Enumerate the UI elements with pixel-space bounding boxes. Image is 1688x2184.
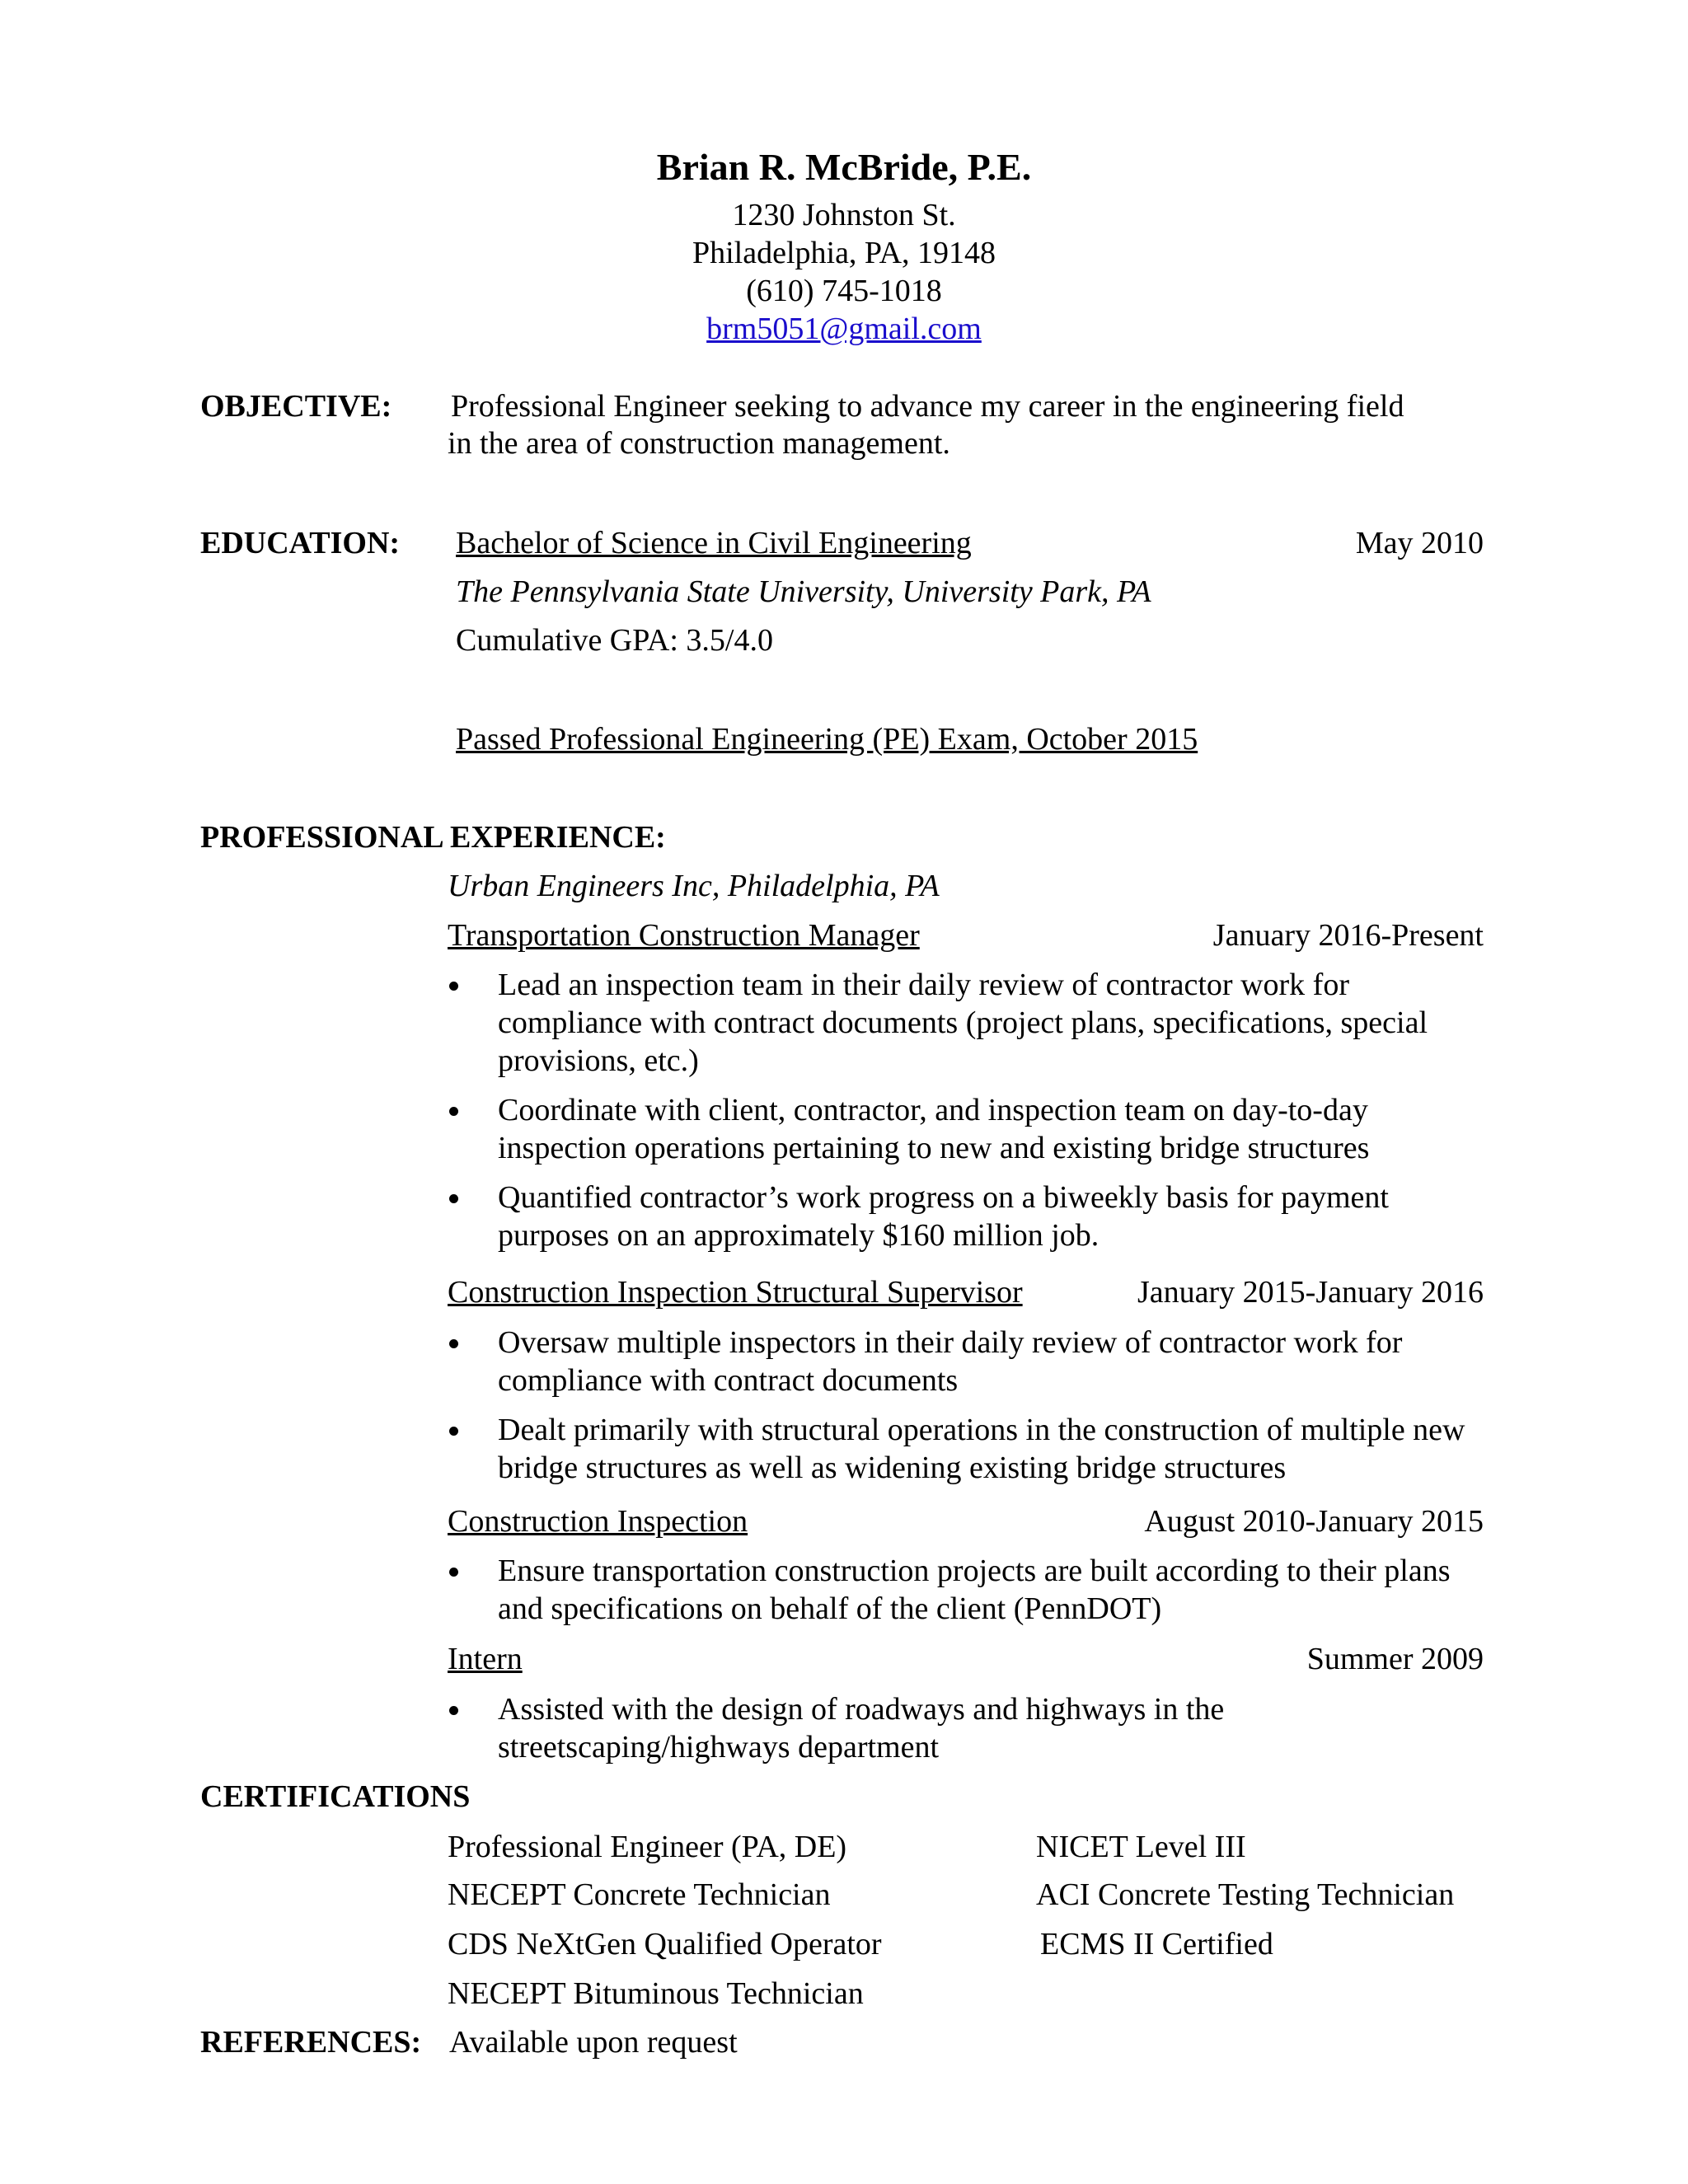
- references-heading: REFERENCES:: [200, 2025, 422, 2060]
- address-city: Philadelphia, PA, 19148: [692, 236, 996, 270]
- certification-item: NECEPT Concrete Technician: [448, 1877, 831, 1912]
- degree-date: May 2010: [1355, 526, 1484, 560]
- job-dates: Summer 2009: [1306, 1642, 1484, 1676]
- list-item: Assisted with the design of roadways and highways in the streetscaping/highways department: [448, 1690, 1486, 1766]
- list-item: Lead an inspection team in their daily review of contractor work for compliance with contract documents (project plans, specifications, special provisions, etc.): [448, 966, 1486, 1080]
- job-bullet-list: [448, 966, 1486, 1254]
- job-dates: August 2010-January 2015: [1144, 1504, 1484, 1539]
- job-bullet-list: [448, 1690, 1486, 1766]
- job-title: Construction Inspection: [448, 1504, 748, 1539]
- education-heading: EDUCATION:: [200, 526, 401, 560]
- job-title: Intern: [448, 1642, 523, 1676]
- certification-item: NECEPT Bituminous Technician: [448, 1976, 864, 2011]
- degree-title: Bachelor of Science in Civil Engineering: [456, 526, 972, 560]
- list-item: Ensure transportation construction projects are built according to their plans and specifications on behalf of the client (PennDOT): [448, 1552, 1486, 1628]
- phone-number: (610) 745-1018: [746, 274, 942, 308]
- objective-line-1: Professional Engineer seeking to advance my career in the engineering field: [451, 389, 1404, 424]
- certifications-heading: CERTIFICATIONS: [200, 1779, 471, 1814]
- gpa: Cumulative GPA: 3.5/4.0: [456, 623, 773, 658]
- references-text: Available upon request: [449, 2025, 738, 2060]
- job-title: Construction Inspection Structural Supervisor: [448, 1275, 1023, 1310]
- list-item: Quantified contractor’s work progress on a biweekly basis for payment purposes on an approximately $160 million job.: [448, 1179, 1486, 1254]
- job-title: Transportation Construction Manager: [448, 918, 920, 953]
- pe-exam: Passed Professional Engineering (PE) Exam, October 2015: [456, 722, 1198, 757]
- experience-heading: PROFESSIONAL EXPERIENCE:: [200, 820, 666, 855]
- certification-item: ACI Concrete Testing Technician: [1036, 1877, 1455, 1912]
- job-dates: January 2015-January 2016: [1137, 1275, 1484, 1310]
- address-street: 1230 Johnston St.: [732, 198, 956, 232]
- list-item: Oversaw multiple inspectors in their daily review of contractor work for compliance with contract documents: [448, 1324, 1486, 1399]
- candidate-name: Brian R. McBride, P.E.: [656, 146, 1032, 188]
- list-item: Dealt primarily with structural operations in the construction of multiple new bridge structures as well as widening existing bridge structures: [448, 1411, 1486, 1487]
- objective-heading: OBJECTIVE:: [200, 389, 392, 424]
- job-bullet-list: [448, 1552, 1486, 1628]
- certification-item: CDS NeXtGen Qualified Operator: [448, 1927, 882, 1961]
- school-name: The Pennsylvania State University, University Park, PA: [456, 574, 1151, 609]
- certification-item: NICET Level III: [1036, 1830, 1246, 1864]
- list-item: Coordinate with client, contractor, and inspection team on day-to-day inspection operations pertaining to new and existing bridge structures: [448, 1091, 1486, 1167]
- certification-item: ECMS II Certified: [1040, 1927, 1273, 1961]
- job-bullet-list: [448, 1324, 1486, 1487]
- job-dates: January 2016-Present: [1212, 918, 1484, 953]
- certification-item: Professional Engineer (PA, DE): [448, 1830, 847, 1864]
- email-link[interactable]: brm5051@gmail.com: [706, 312, 982, 346]
- objective-line-2: in the area of construction management.: [448, 426, 950, 461]
- employer-name: Urban Engineers Inc, Philadelphia, PA: [448, 869, 940, 903]
